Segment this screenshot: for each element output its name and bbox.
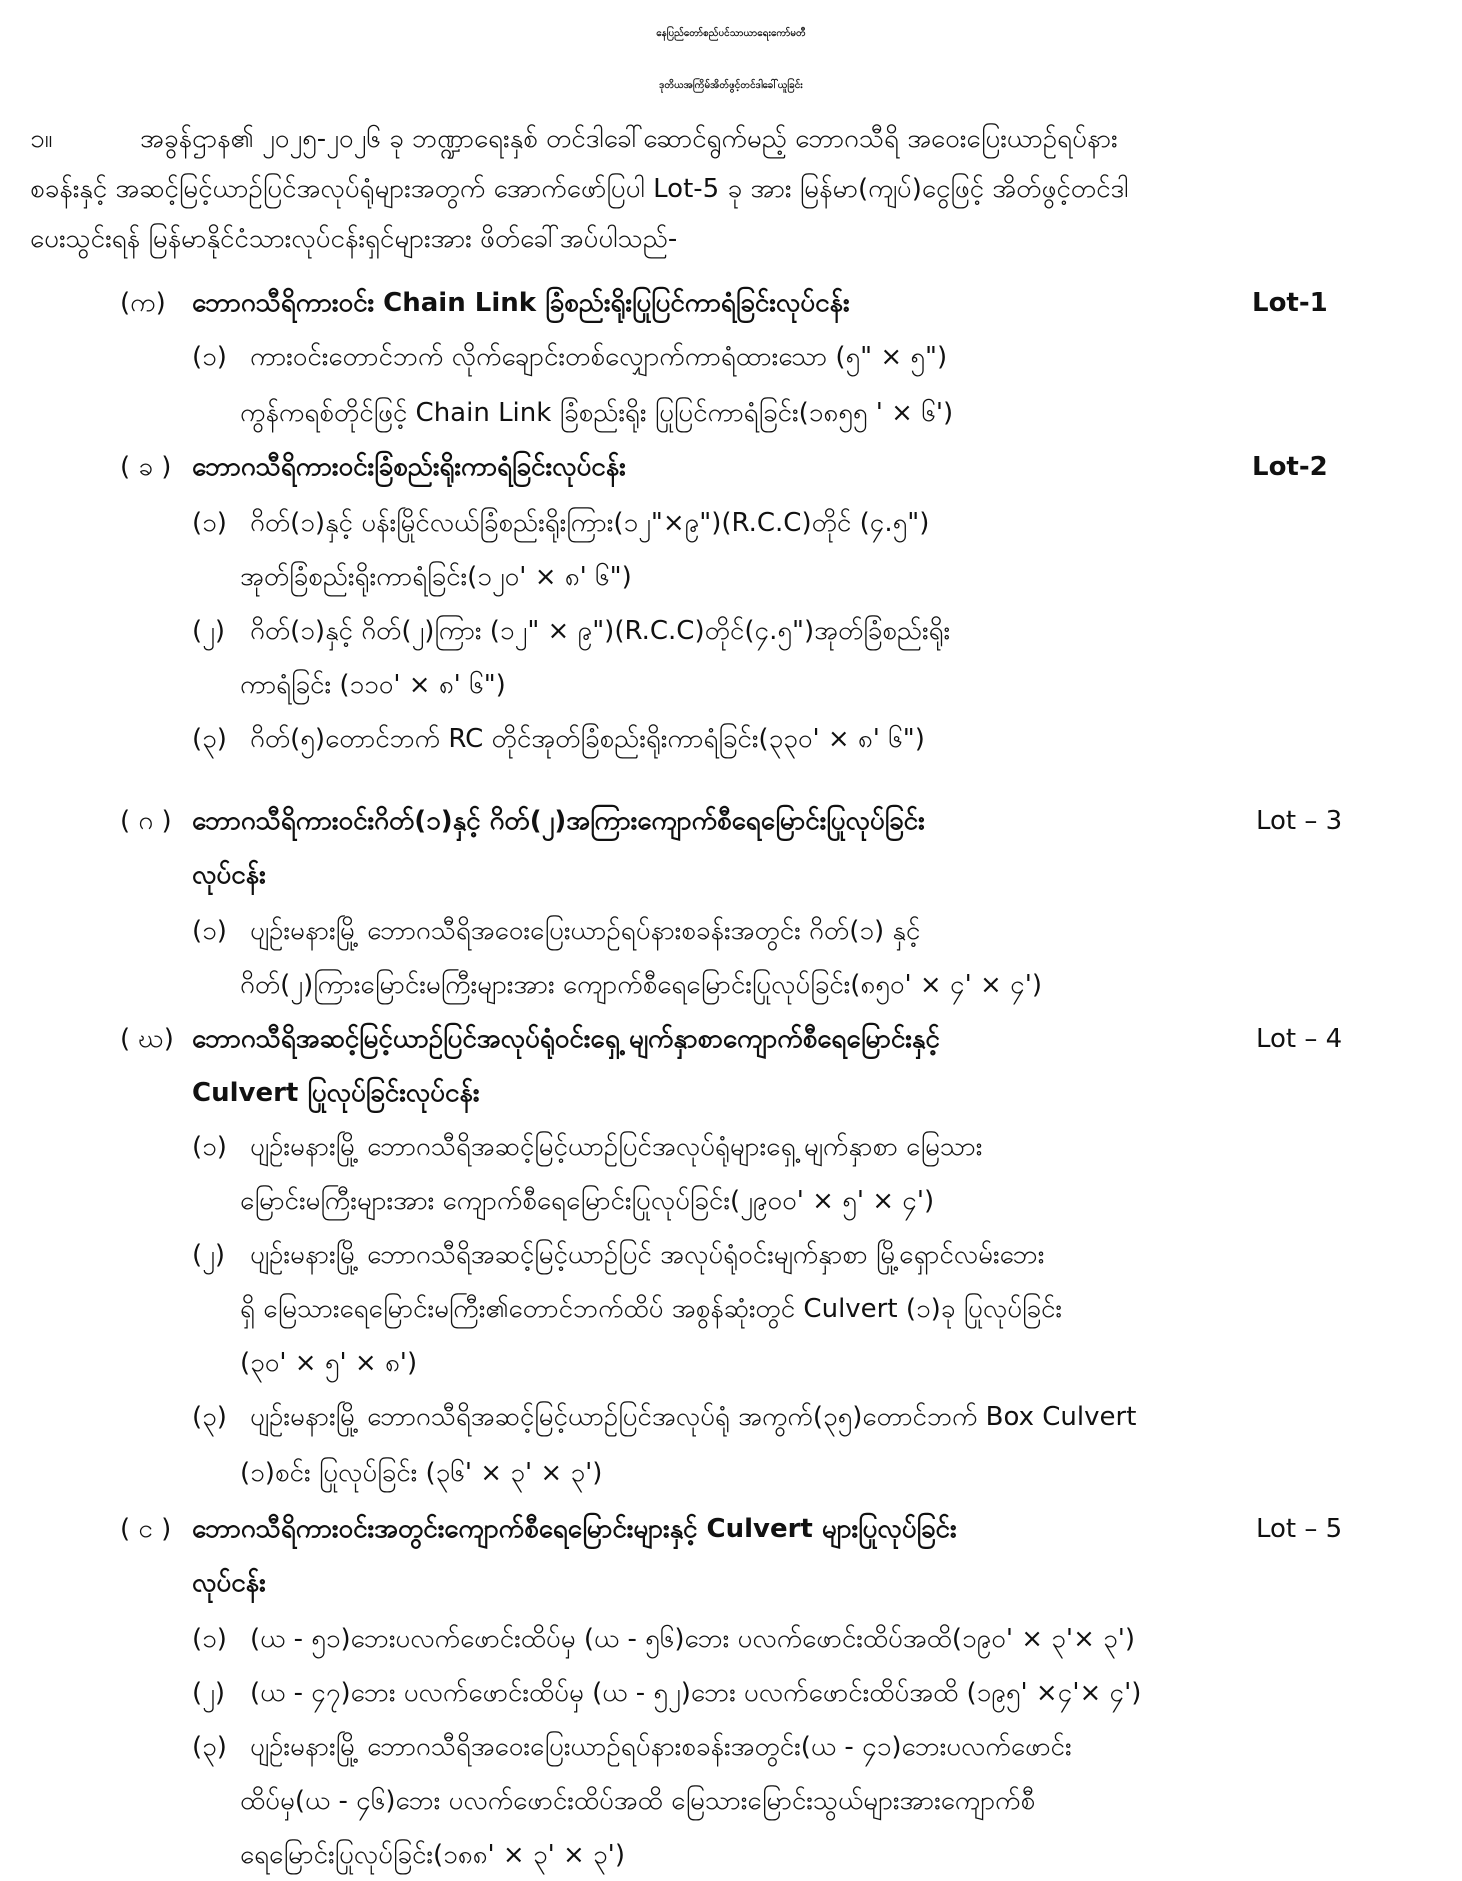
section-kha-item-1-line-2: အုတ်ခြံစည်းရိုးကာရံခြင်း(၁၂၀' × ၈' ၆") <box>240 562 632 592</box>
title-line-2: ဒုတိယအကြိမ်အိတ်ဖွင့်တင်ဒါခေါ်ယူခြင်း <box>659 80 803 91</box>
section-gha-item-3-line-2: (၁)စင်း ပြုလုပ်ခြင်း (၃၆' × ၃' × ၃') <box>240 1458 603 1488</box>
section-gha-heading-line-1: ဘောဂသီရိအဆင့်မြင့်ယာဉ်ပြင်အလုပ်ရုံဝင်းရှေ့ မျက်နှာစာကျောက်စီရေမြောင်းနှင့် <box>192 1024 940 1054</box>
section-kha-item-2-line-1: ဂိတ်(၁)နှင့် ဂိတ်(၂)ကြား (၁၂" × ၉")(R.C.C)တိုင်(၄.၅")အုတ်ခြံစည်းရိုး <box>250 616 951 646</box>
section-ga-heading-line-1: ဘောဂသီရိကားဝင်းဂိတ်(၁)နှင့် ဂိတ်(၂)အကြားကျောက်စီရေမြောင်းပြုလုပ်ခြင်း <box>192 806 925 836</box>
section-gha-item-2-line-3: (၃၀' × ၅' × ၈') <box>240 1348 418 1378</box>
section-gha-item-3-line-1: ပျဉ်းမနားမြို့ ဘောဂသီရိအဆင့်မြင့်ယာဉ်ပြင်အလုပ်ရုံ အကွက်(၃၅)တောင်ဘက် Box Culvert <box>250 1402 1137 1432</box>
title-line-1: နေပြည်တော်စည်ပင်သာယာရေးကော်မတီ <box>656 28 806 39</box>
section-nga-item-2-num: (၂) <box>192 1678 226 1708</box>
section-ga-marker: ( ဂ ) <box>120 806 172 836</box>
section-gha-item-2-line-2: ရှိ မြေသားရေမြောင်းမကြီး၏တောင်ဘက်ထိပ် အစွန်ဆုံးတွင် Culvert (၁)ခု ပြုလုပ်ခြင်း <box>240 1294 1063 1324</box>
section-nga-item-3-line-2: ထိပ်မှ(ယ - ၄၆)ဘေး ပလက်ဖောင်းထိပ်အထိ မြေသားမြောင်းသွယ်များအားကျောက်စီ <box>240 1786 1036 1816</box>
section-ka-lot: Lot-1 <box>1252 288 1328 318</box>
section-nga-item-1-num: (၁) <box>192 1624 227 1654</box>
section-kha-item-3-line-1: ဂိတ်(၅)တောင်ဘက် RC တိုင်အုတ်ခြံစည်းရိုးကာရံခြင်း(၃၃၀' × ၈' ၆") <box>250 724 925 754</box>
section-gha-item-1-line-1: ပျဉ်းမနားမြို့ ဘောဂသီရိအဆင့်မြင့်ယာဉ်ပြင်အလုပ်ရုံများရှေ့ မျက်နှာစာ မြေသား <box>250 1132 983 1162</box>
section-nga-item-1-line-1: (ယ - ၅၁)ဘေးပလက်ဖောင်းထိပ်မှ (ယ - ၅၆)ဘေး ပလက်ဖောင်းထိပ်အထိ(၁၉၀' × ၃'× ၃') <box>250 1624 1136 1654</box>
section-kha-lot: Lot-2 <box>1252 452 1328 482</box>
section-ka-item-1-line-1: ကားဝင်းတောင်ဘက် လိုက်ချောင်းတစ်လျှောက်ကာရံထားသော (၅" × ၅") <box>250 342 948 372</box>
section-ka-item-1-line-2: ကွန်ကရစ်တိုင်ဖြင့် Chain Link ခြံစည်းရိုး ပြုပြင်ကာရံခြင်း(၁၈၅၅ ' × ၆') <box>240 398 954 428</box>
section-kha-item-1-line-1: ဂိတ်(၁)နှင့် ပန်းမြိုင်လယ်ခြံစည်းရိုးကြား(၁၂"×၉")(R.C.C)တိုင် (၄.၅") <box>250 508 930 538</box>
section-ga-item-1-line-1: ပျဉ်းမနားမြို့ ဘောဂသီရိအဝေးပြေးယာဉ်ရပ်နားစခန်းအတွင်း ဂိတ်(၁) နှင့် <box>250 916 921 946</box>
section-ga-lot: Lot – 3 <box>1256 806 1343 836</box>
section-gha-heading-line-2: Culvert ပြုလုပ်ခြင်းလုပ်ငန်း <box>192 1078 480 1108</box>
section-kha-item-3-num: (၃) <box>192 724 227 754</box>
section-nga-heading-line-2: လုပ်ငန်း <box>192 1568 266 1598</box>
section-ga-item-1-line-2: ဂိတ်(၂)ကြားမြောင်းမကြီးများအား ကျောက်စီရေမြောင်းပြုလုပ်ခြင်း(၈၅၀' × ၄' × ၄') <box>240 970 1042 1000</box>
section-gha-item-2-num: (၂) <box>192 1240 226 1270</box>
section-kha-item-2-num: (၂) <box>192 616 226 646</box>
section-gha-item-2-line-1: ပျဉ်းမနားမြို့ ဘောဂသီရိအဆင့်မြင့်ယာဉ်ပြင် အလုပ်ရုံဝင်းမျက်နှာစာ မြို့ရှောင်လမ်းဘေး <box>250 1240 1045 1270</box>
section-ka-marker: (က) <box>120 288 166 318</box>
section-kha-item-1-num: (၁) <box>192 508 227 538</box>
section-nga-item-3-line-3: ရေမြောင်းပြုလုပ်ခြင်း(၁၈၈' × ၃' × ၃') <box>240 1840 625 1870</box>
section-gha-marker: ( ဃ) <box>120 1024 174 1054</box>
section-kha-marker: ( ခ ) <box>120 452 172 482</box>
section-nga-item-3-num: (၃) <box>192 1732 227 1762</box>
section-nga-marker: ( င ) <box>120 1514 172 1544</box>
intro-line-1: အခွန်ဌာန၏ ၂၀၂၅-၂၀၂၆ ခု ဘဏ္ဍာရေးနှစ် တင်ဒါခေါ်ဆောင်ရွက်မည့် ဘောဂသီရိ အဝေးပြေးယာဉ်ရပ်နား <box>140 124 1118 154</box>
section-kha-item-2-line-2: ကာရံခြင်း (၁၁၀' × ၈' ၆") <box>240 670 506 700</box>
section-kha-heading: ဘောဂသီရိကားဝင်းခြံစည်းရိုးကာရံခြင်းလုပ်ငန်း <box>192 452 626 482</box>
section-gha-item-3-num: (၃) <box>192 1402 227 1432</box>
section-ka-item-1-num: (၁) <box>192 342 227 372</box>
section-gha-item-1-line-2: မြောင်းမကြီးများအား ကျောက်စီရေမြောင်းပြုလုပ်ခြင်း(၂၉၀၀' × ၅' × ၄') <box>240 1186 935 1216</box>
section-nga-lot: Lot – 5 <box>1256 1514 1343 1544</box>
section-nga-item-3-line-1: ပျဉ်းမနားမြို့ ဘောဂသီရိအဝေးပြေးယာဉ်ရပ်နားစခန်းအတွင်း(ယ - ၄၁)ဘေးပလက်ဖောင်း <box>250 1732 1072 1762</box>
section-gha-lot: Lot – 4 <box>1256 1024 1343 1054</box>
intro-number: ၁။ <box>30 124 53 154</box>
section-nga-heading-line-1: ဘောဂသီရိကားဝင်းအတွင်းကျောက်စီရေမြောင်းများနှင့် Culvert များပြုလုပ်ခြင်း <box>192 1514 957 1544</box>
section-ga-heading-line-2: လုပ်ငန်း <box>192 860 266 890</box>
section-ka-heading: ဘောဂသီရိကားဝင်း Chain Link ခြံစည်းရိုးပြုပြင်ကာရံခြင်းလုပ်ငန်း <box>192 288 850 318</box>
intro-line-2: စခန်းနှင့် အဆင့်မြင့်ယာဉ်ပြင်အလုပ်ရုံများအတွက် အောက်ဖော်ပြပါ Lot-5 ခု အား မြန်မာ(ကျပ်)ငွေဖြင့် အိတ်ဖွင့်တင်ဒါ <box>30 174 1129 204</box>
section-ga-item-1-num: (၁) <box>192 916 227 946</box>
section-nga-item-2-line-1: (ယ - ၄၇)ဘေး ပလက်ဖောင်းထိပ်မှ (ယ - ၅၂)ဘေး ပလက်ဖောင်းထိပ်အထိ (၁၉၅' ×၄'× ၄') <box>250 1678 1142 1708</box>
intro-line-3: ပေးသွင်းရန် မြန်မာနိုင်ငံသားလုပ်ငန်းရှင်များအား ဖိတ်ခေါ်အပ်ပါသည်- <box>30 224 678 254</box>
section-gha-item-1-num: (၁) <box>192 1132 227 1162</box>
